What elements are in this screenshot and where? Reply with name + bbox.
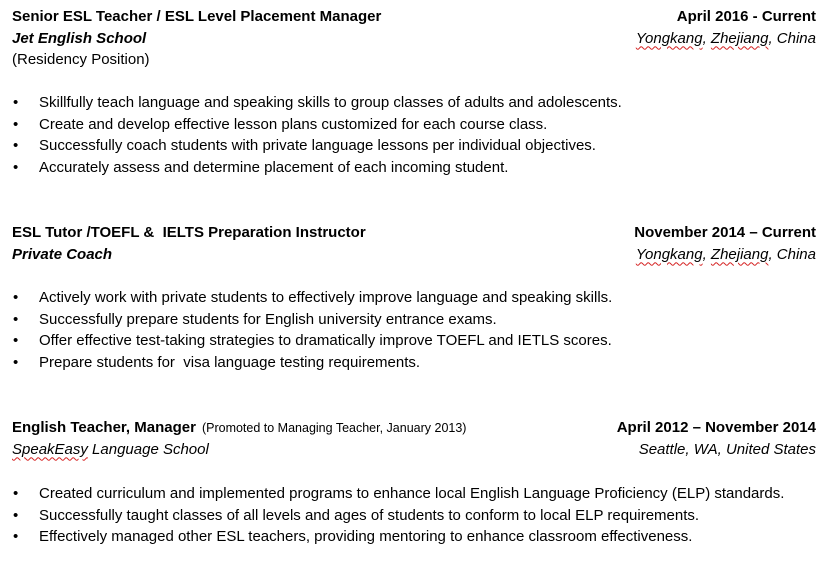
bullet-icon: • [13, 310, 19, 328]
list-item: • Skillfully teach language and speaking skills to group classes of adults and adolescents. [12, 92, 832, 114]
job-dates: April 2016 - Current [676, 8, 816, 25]
job-dates: November 2014 – Current [634, 224, 816, 241]
list-item: • Effectively managed other ESL teachers, providing mentoring to enhance classroom effectiveness. [12, 526, 832, 548]
job-location: Yongkang, Zhejiang, China [635, 29, 816, 47]
list-item: • Actively work with private students to effectively improve language and speaking skills. [12, 287, 832, 309]
employer-name: Jet English School [12, 29, 147, 47]
list-item: • Create and develop effective lesson plans customized for each course class. [12, 114, 832, 136]
job-subheader [12, 28, 816, 50]
employer-name: SpeakEasy Language School [12, 440, 209, 458]
promotion-note: (Promoted to Managing Teacher, January 2013) [201, 421, 467, 435]
job-subheader [12, 439, 816, 461]
job-3-bullet-list [12, 483, 832, 548]
job-location: Seattle, WA, United States [638, 440, 816, 458]
list-item: • Created curriculum and implemented programs to enhance local English Language Proficiency (ELP) standards. [12, 483, 832, 505]
employer-name: Private Coach [12, 245, 113, 263]
job-title: English Teacher, Manager [12, 419, 196, 436]
list-item: • Offer effective test-taking strategies to dramatically improve TOEFL and IETLS scores. [12, 330, 832, 352]
bullet-icon: • [13, 506, 19, 524]
list-item: • Prepare students for visa language testing requirements. [12, 352, 832, 374]
bullet-icon: • [13, 158, 19, 176]
list-item: • Accurately assess and determine placement of each incoming student. [12, 157, 832, 179]
job-dates: April 2012 – November 2014 [616, 419, 816, 436]
job-extra-note: (Residency Position) [12, 51, 150, 68]
bullet-icon: • [13, 528, 19, 545]
job-header [12, 417, 816, 439]
job-header [12, 6, 816, 28]
bullet-icon: • [13, 115, 19, 133]
job-location: Yongkang, Zhejiang, China [635, 245, 816, 263]
job-header [12, 222, 816, 244]
list-item: • Successfully taught classes of all levels and ages of students to conform to local ELP requirements. [12, 505, 832, 527]
job-1-bullet-list [12, 92, 832, 178]
bullet-icon: • [13, 485, 19, 502]
list-item: • Successfully prepare students for English university entrance exams. [12, 309, 832, 331]
job-entry-1 [12, 6, 816, 71]
job-title: Senior ESL Teacher / ESL Level Placement Manager [12, 8, 382, 25]
bullet-icon: • [13, 289, 19, 306]
job-2-bullet-list [12, 287, 832, 373]
job-title: ESL Tutor /TOEFL & IELTS Preparation Instructor [12, 224, 366, 241]
job-entry-3 [12, 417, 816, 460]
bullet-icon: • [13, 137, 19, 154]
bullet-icon: • [13, 353, 19, 371]
bullet-icon: • [13, 332, 19, 349]
list-item: • Successfully coach students with private language lessons per individual objectives. [12, 135, 832, 157]
job-subheader [12, 244, 816, 266]
job-entry-2 [12, 222, 816, 265]
bullet-icon: • [13, 94, 19, 111]
